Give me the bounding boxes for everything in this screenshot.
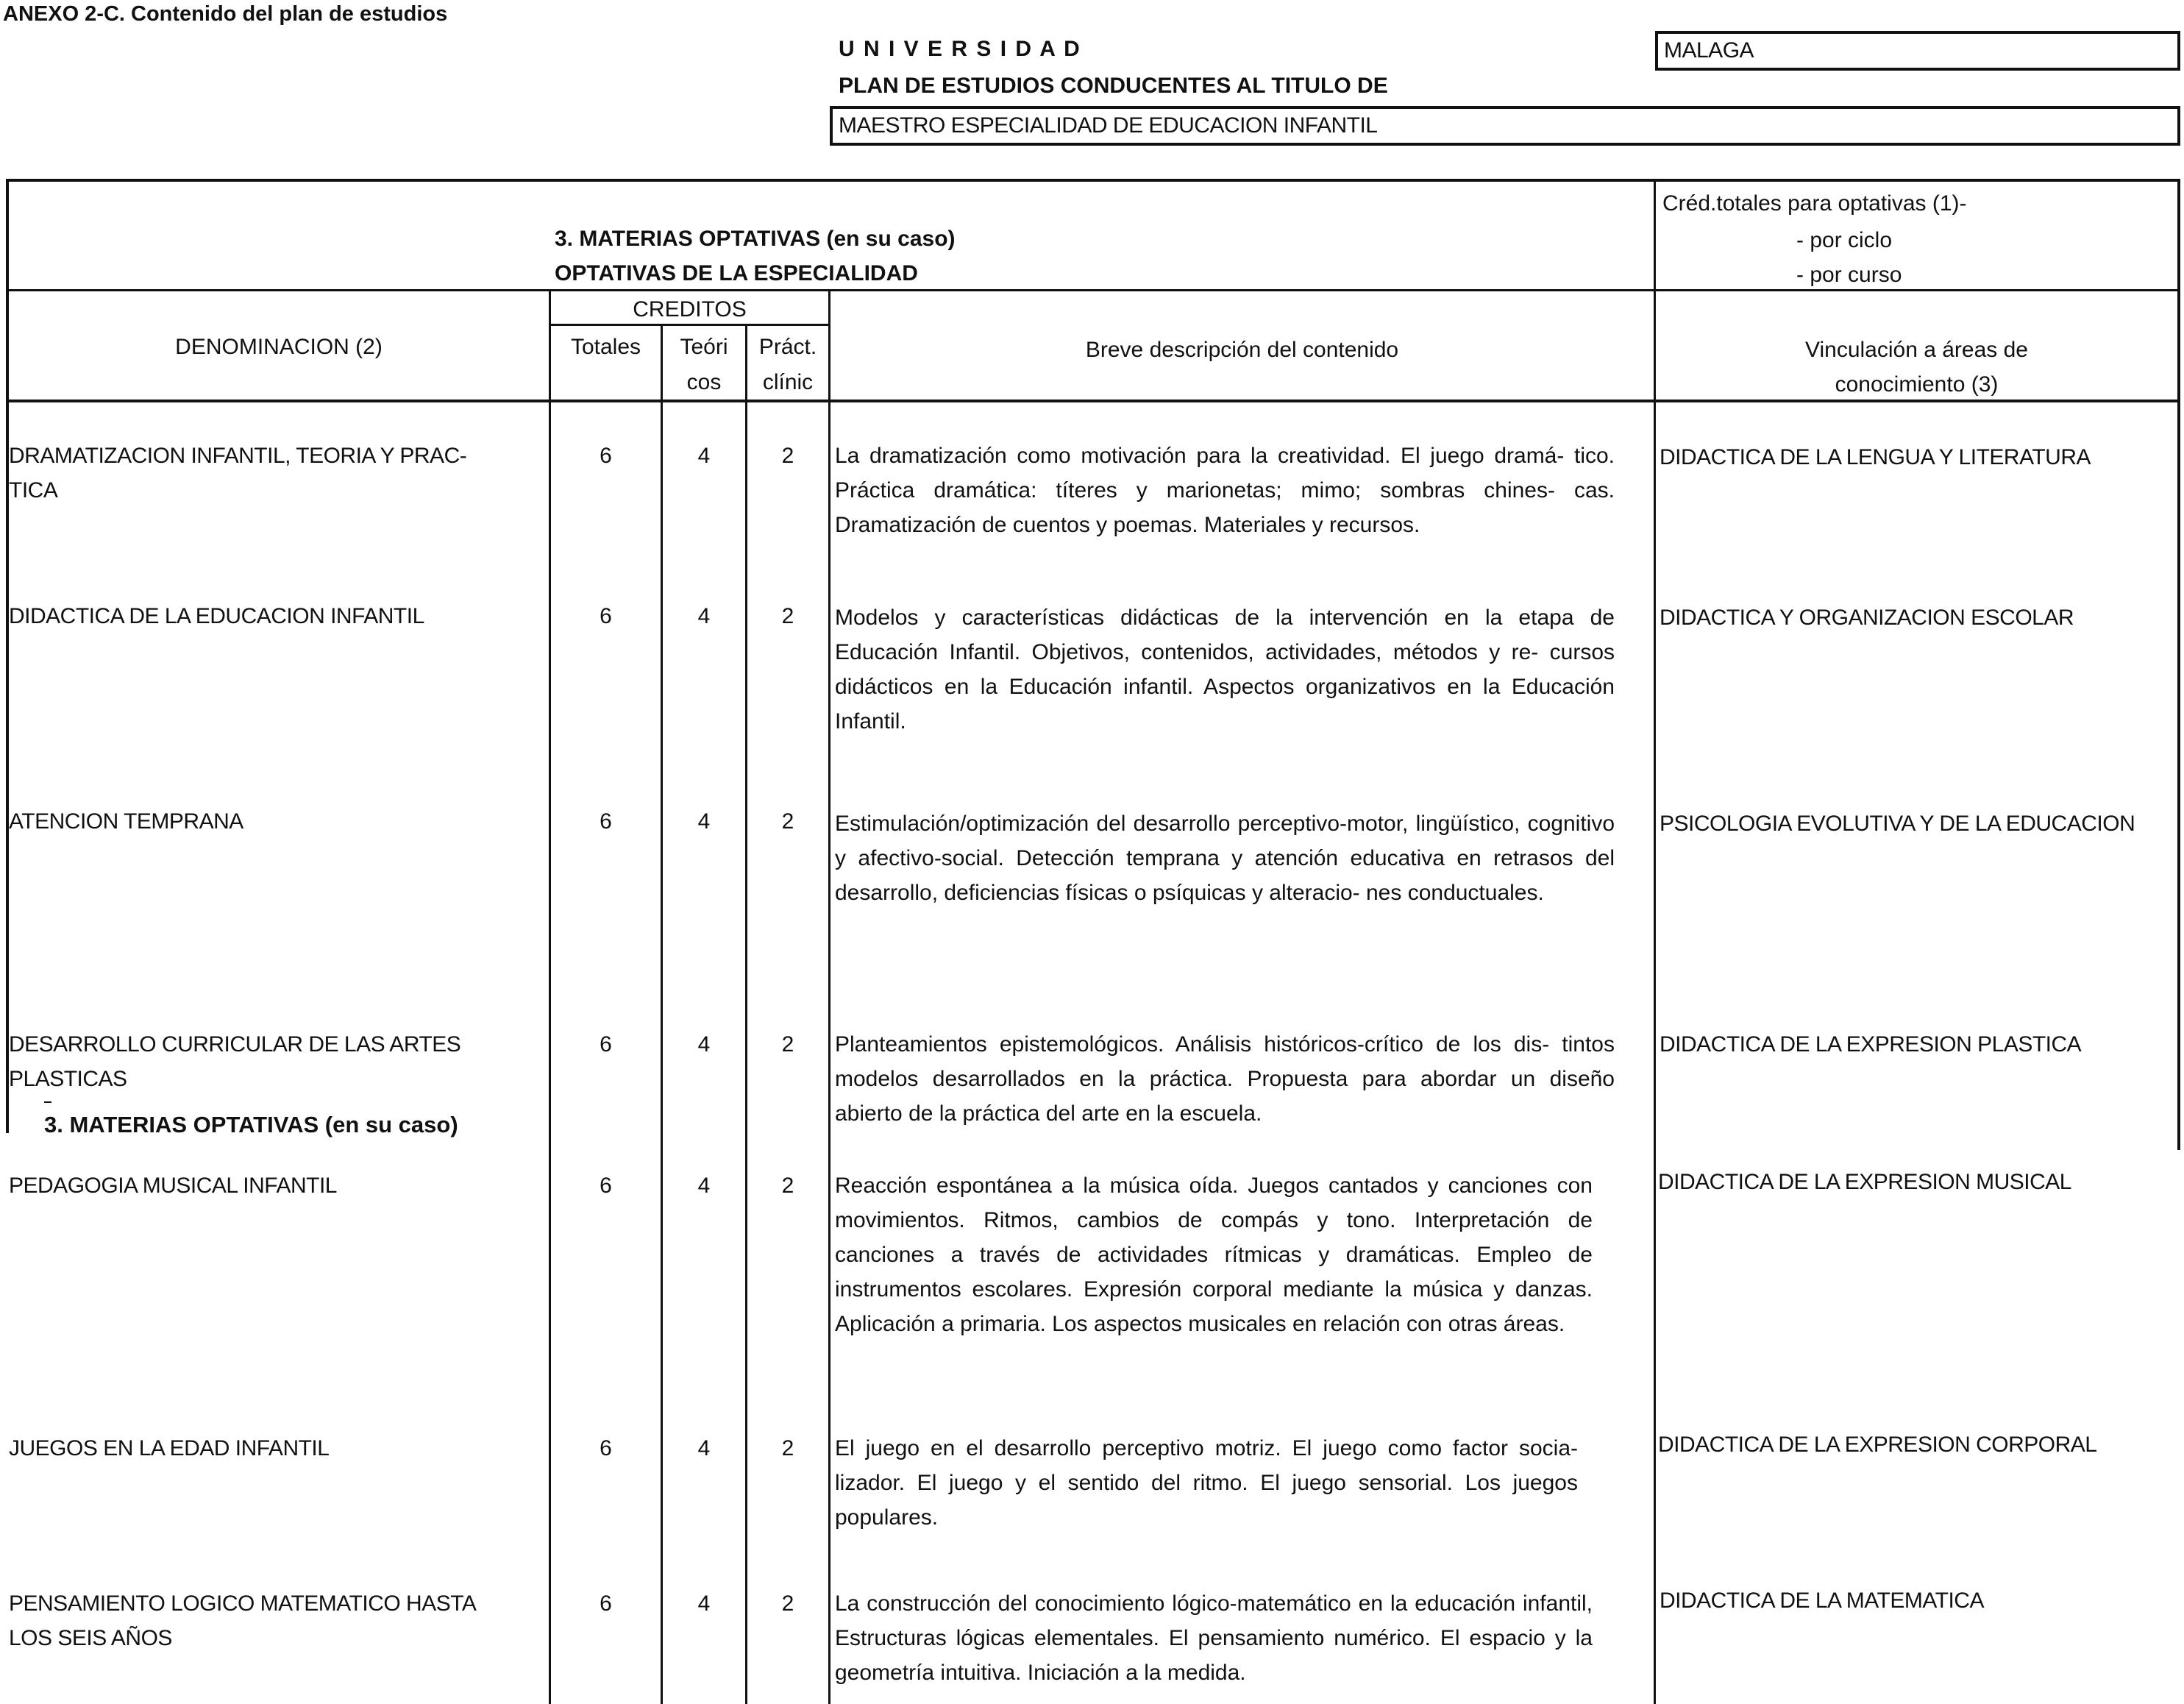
col-header-vinculacion-1: Vinculación a áreas de bbox=[1805, 338, 2028, 362]
row-5-area: DIDACTICA DE LA EXPRESION MUSICAL bbox=[1658, 1170, 2071, 1194]
row-3-teoricos: 4 bbox=[697, 809, 711, 834]
row-7-area: DIDACTICA DE LA MATEMATICA bbox=[1660, 1588, 1984, 1613]
row-1-area: DIDACTICA DE LA LENGUA Y LITERATURA bbox=[1660, 445, 2091, 469]
row-3-description: Estimulación/optimización del desarrollo perceptivo-motor, lingüístico, cognitivo y afectivo-social. Detección temprana y atención educativa en retrasos del desarrollo, deficiencias físicas o psíquicas y alteracio- nes conductuales. bbox=[835, 812, 1615, 905]
row-6-practicos: 2 bbox=[781, 1436, 794, 1460]
university-value: MALAGA bbox=[1664, 38, 1754, 63]
row-2-name: DIDACTICA DE LA EDUCACION INFANTIL bbox=[9, 604, 424, 628]
row-4-totales: 6 bbox=[600, 1032, 612, 1057]
col-header-totales: Totales bbox=[570, 335, 641, 359]
degree-box bbox=[830, 106, 2180, 146]
col-divider-desc bbox=[828, 289, 830, 1704]
credits-note-line3: - por curso bbox=[1796, 263, 1902, 287]
row-7-totales: 6 bbox=[600, 1591, 612, 1616]
col-header-creditos: CREDITOS bbox=[633, 297, 747, 322]
row-3-totales: 6 bbox=[600, 809, 612, 834]
university-label: U N I V E R S I D A D bbox=[839, 37, 1081, 61]
col-header-vinculacion-2: conocimiento (3) bbox=[1835, 372, 1999, 397]
row-6-area: DIDACTICA DE LA EXPRESION CORPORAL bbox=[1658, 1433, 2097, 1457]
row-5-teoricos: 4 bbox=[697, 1174, 711, 1198]
row-1-totales: 6 bbox=[600, 444, 612, 468]
row-2-area: DIDACTICA Y ORGANIZACION ESCOLAR bbox=[1660, 606, 2074, 630]
col-divider-teoricos bbox=[745, 324, 747, 1704]
col-header-practicos-2: clínic bbox=[762, 370, 814, 394]
table-right-border bbox=[2177, 179, 2180, 1150]
row-1-teoricos: 4 bbox=[697, 444, 711, 468]
row-6-name: JUEGOS EN LA EDAD INFANTIL bbox=[9, 1436, 330, 1460]
row-3-area: PSICOLOGIA EVOLUTIVA Y DE LA EDUCACION bbox=[1660, 812, 2135, 836]
row-6-teoricos: 4 bbox=[697, 1436, 711, 1460]
row-4-description: Planteamientos epistemológicos. Análisis históricos-crítico de los dis- tintos modelos desarrollados en la práctica. Propuesta para abordar un diseño abierto de la práctica del arte en la escuela. bbox=[835, 1032, 1615, 1126]
col-header-descripcion: Breve descripción del contenido bbox=[1085, 338, 1399, 362]
col-divider-totales bbox=[661, 324, 663, 1704]
university-box bbox=[1655, 31, 2180, 71]
section-subtitle: OPTATIVAS DE LA ESPECIALIDAD bbox=[555, 261, 918, 285]
row-5-description: Reacción espontánea a la música oída. Juegos cantados y canciones con movimientos. Ritmos, cambios de compás y tono. Interpretación de canciones a través de actividades rítmicas y dramáticas. Empleo de instrumentos escolares. Expresión corporal mediante la música y danzas. Aplicación a primaria. Los aspectos musicales en relación con otras áreas. bbox=[835, 1174, 1593, 1336]
row-1-description: La dramatización como motivación para la creatividad. El juego dramá- tico. Práctica dramática: títeres y marionetas; mimo; sombras chines- cas. Dramatización de cuentos y poemas. Materiales y recursos. bbox=[835, 444, 1615, 537]
row-2-description: Modelos y características didácticas de la intervención en la etapa de Educación Infantil. Objetivos, contenidos, actividades, métodos y re- cursos didácticos en la Educación infantil. Aspectos organizativos en la Educación Infantil. bbox=[835, 606, 1615, 734]
row-1-practicos: 2 bbox=[781, 444, 794, 468]
row-4-practicos: 2 bbox=[781, 1032, 794, 1057]
row-1-name: DRAMATIZACION INFANTIL, TEORIA Y PRAC- TICA bbox=[9, 444, 467, 503]
table-top-border bbox=[6, 179, 2180, 182]
row-5-totales: 6 bbox=[600, 1174, 612, 1198]
row-5-practicos: 2 bbox=[781, 1174, 794, 1198]
col-divider-area bbox=[1654, 179, 1656, 1704]
row-3-name: ATENCION TEMPRANA bbox=[9, 809, 243, 834]
col-divider-name bbox=[549, 289, 551, 1704]
row-4-teoricos: 4 bbox=[697, 1032, 711, 1057]
row-6-totales: 6 bbox=[600, 1436, 612, 1460]
row-2-teoricos: 4 bbox=[697, 604, 711, 628]
section-title: 3. MATERIAS OPTATIVAS (en su caso) bbox=[555, 227, 956, 251]
row-2-totales: 6 bbox=[600, 604, 612, 628]
col-header-denominacion: DENOMINACION (2) bbox=[175, 335, 383, 359]
row-4-name: DESARROLLO CURRICULAR DE LAS ARTES PLASTICAS bbox=[9, 1032, 461, 1091]
row-7-description: La construcción del conocimiento lógico-matemático en la educación infantil, Estructuras lógicas elementales. El pensamiento numérico. El espacio y la geometría intuitiva. Iniciación a la medida. bbox=[835, 1591, 1593, 1685]
row-7-name: PENSAMIENTO LOGICO MATEMATICO HASTA LOS SEIS AÑOS bbox=[9, 1591, 475, 1650]
col-header-teoricos-2: cos bbox=[686, 370, 722, 394]
col-header-practicos-1: Práct. bbox=[758, 335, 817, 359]
overlay-section-heading: 3. MATERIAS OPTATIVAS (en su caso) bbox=[44, 1112, 458, 1137]
credits-note-line1: Créd.totales para optativas (1)- bbox=[1662, 191, 1967, 216]
plan-label: PLAN DE ESTUDIOS CONDUCENTES AL TITULO DE bbox=[839, 74, 1388, 98]
row-7-teoricos: 4 bbox=[697, 1591, 711, 1616]
row-5-name: PEDAGOGIA MUSICAL INFANTIL bbox=[9, 1174, 337, 1198]
overlay-mark bbox=[44, 1101, 51, 1103]
annex-title: ANEXO 2-C. Contenido del plan de estudios bbox=[3, 2, 448, 26]
row-2-practicos: 2 bbox=[781, 604, 794, 628]
row-3-practicos: 2 bbox=[781, 809, 794, 834]
col-header-teoricos-1: Teóri bbox=[680, 335, 728, 359]
row-7-practicos: 2 bbox=[781, 1591, 794, 1616]
row-6-description: El juego en el desarrollo perceptivo motriz. El juego como factor socia- lizador. El juego y el sentido del ritmo. El juego sensorial. Los juegos populares. bbox=[835, 1436, 1578, 1530]
table-left-border bbox=[6, 179, 9, 1133]
degree-title: MAESTRO ESPECIALIDAD DE EDUCACION INFANTIL bbox=[839, 113, 1378, 138]
row-4-area: DIDACTICA DE LA EXPRESION PLASTICA bbox=[1660, 1032, 2082, 1057]
credits-note-line2: - por ciclo bbox=[1796, 228, 1893, 252]
